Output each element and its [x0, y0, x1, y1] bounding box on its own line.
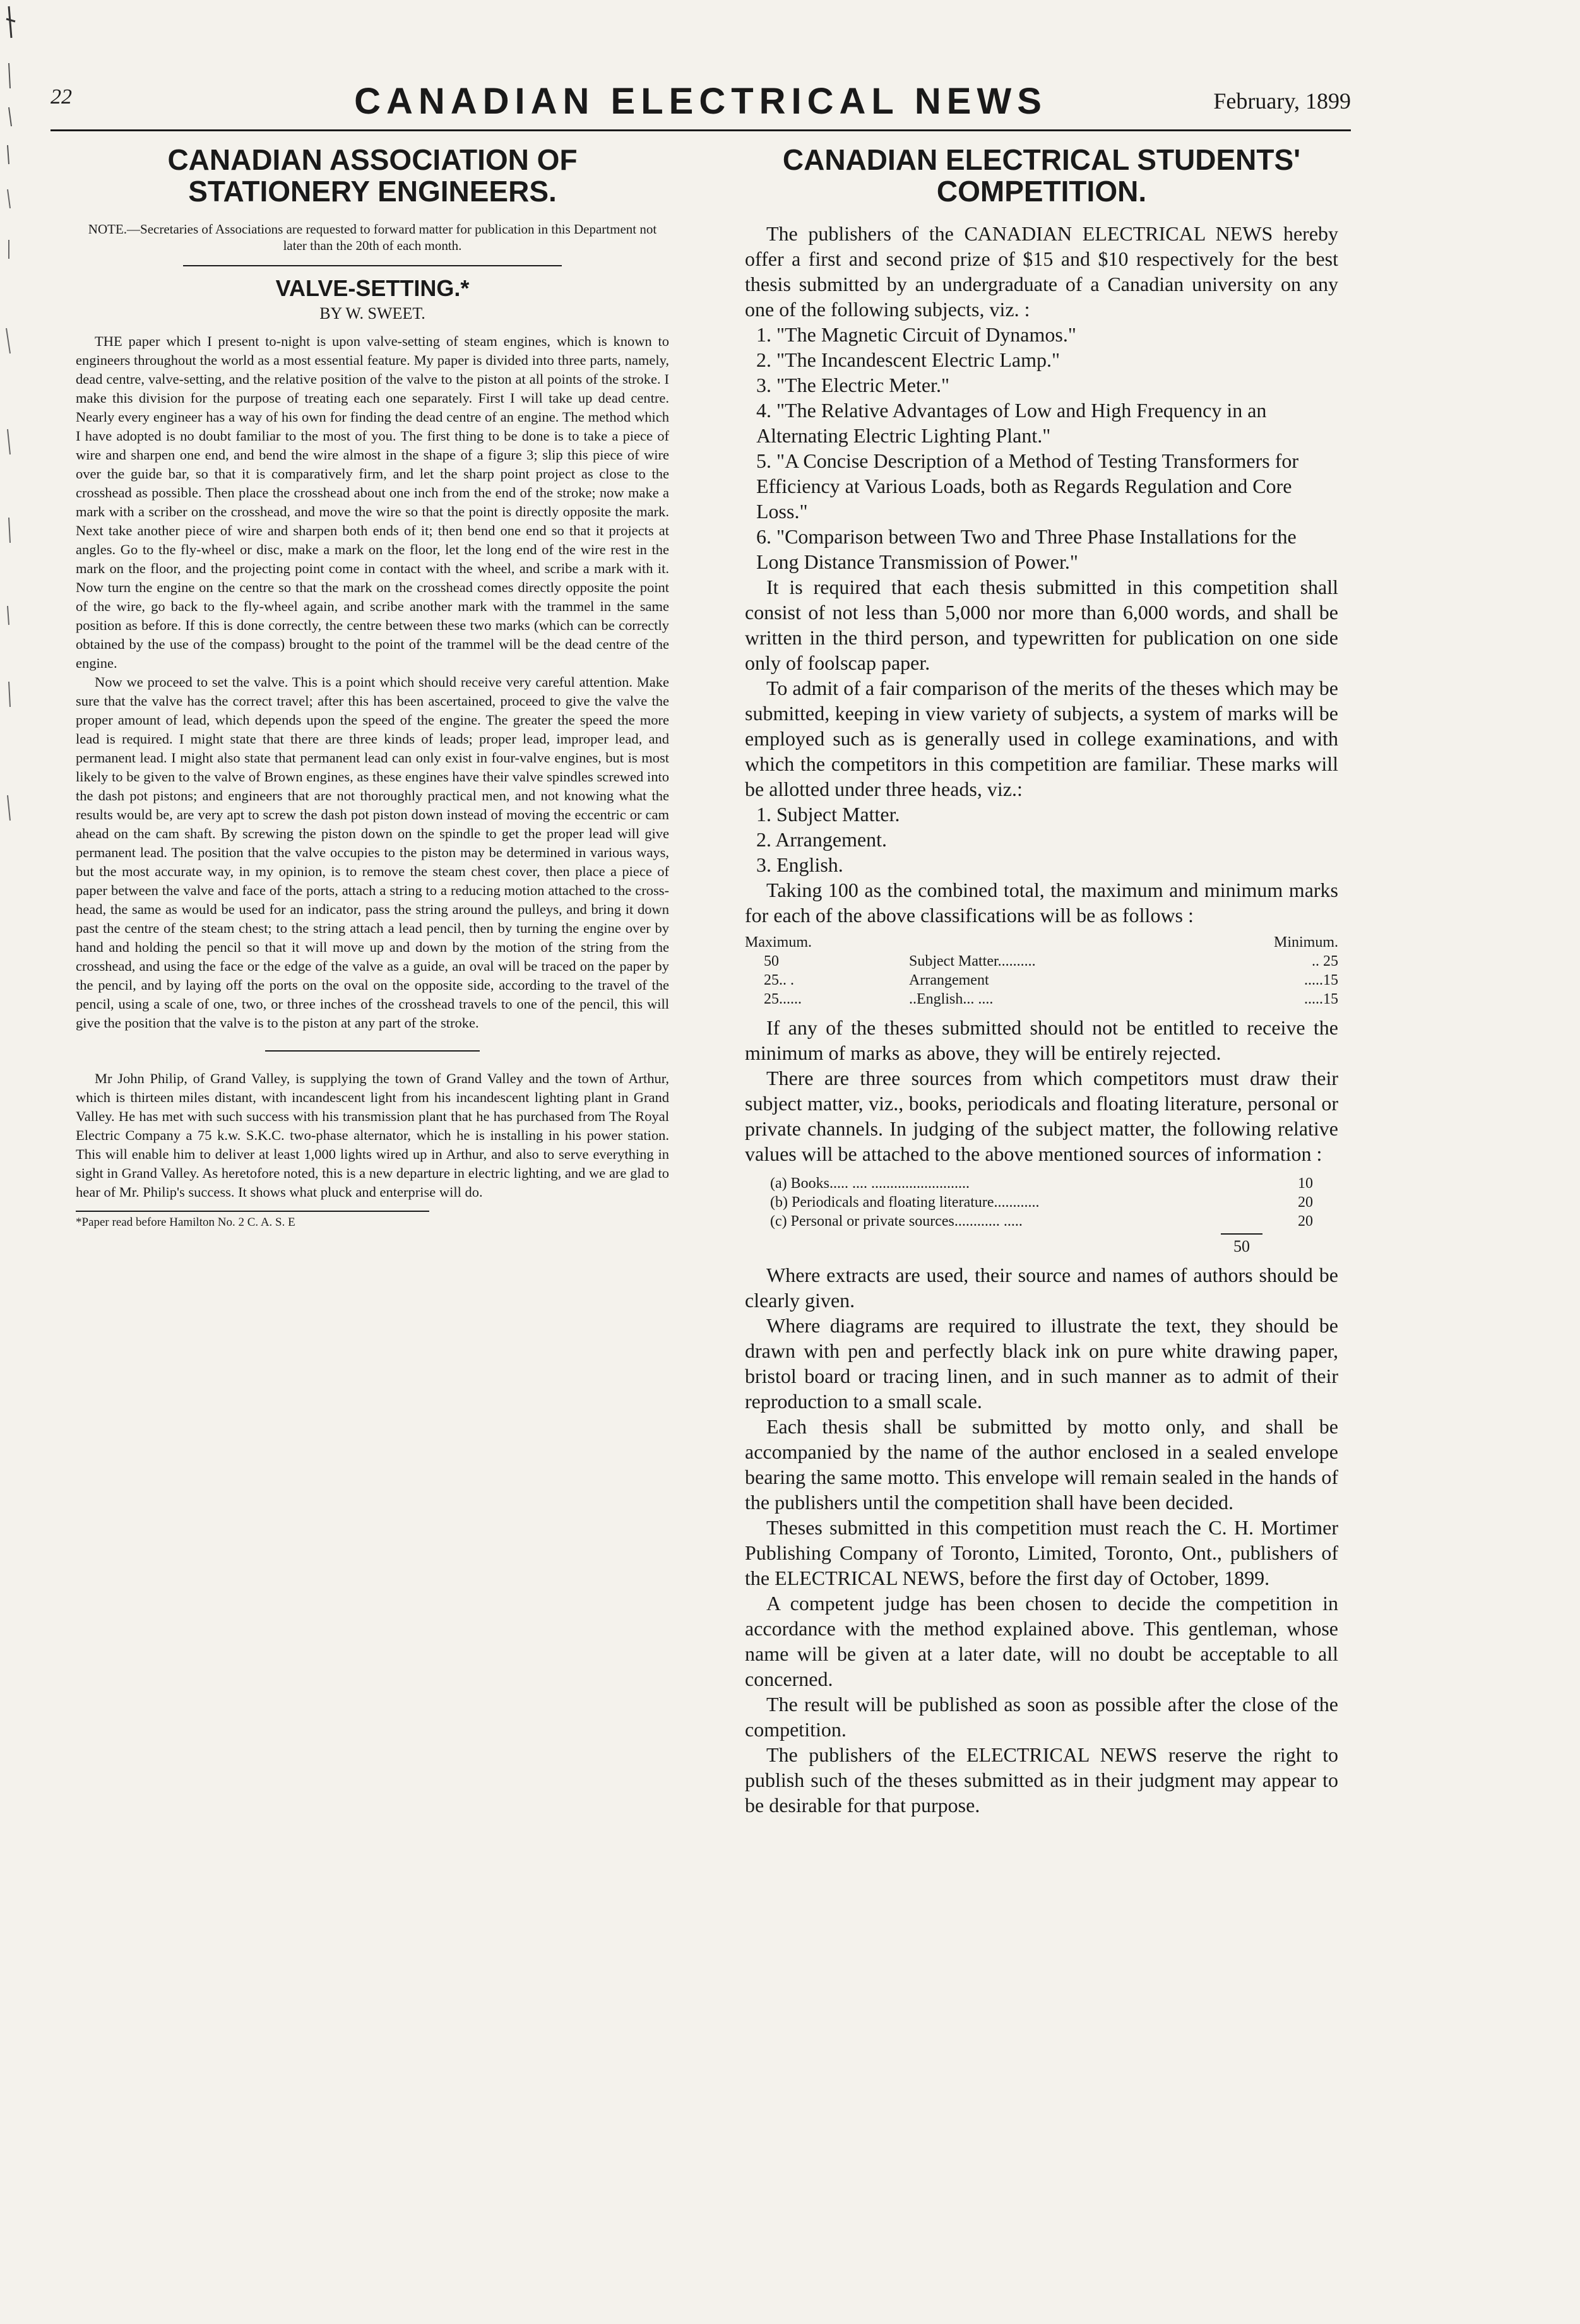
news-paragraph: Mr John Philip, of Grand Valley, is supplying the town of Grand Valley and the town of Arthur, which is thirteen miles distant, with incandescent light from his incandescent lighting plant in Grand Valley. He has met with such success with his transmission plant that he has purchased from The Royal Electric Company a 75 k.w. S.K.C. two-phase alternator, which he is installing in his power station. This will enable him to deliver at least 1,000 lights wired up in Arthur, and also to serve everything in sight in Grand Valley. As heretofore noted, this is a new departure in electric lighting, and we are glad to hear of Mr. Philip's success. It shows what pluck and enterprise will do.	[76, 1070, 669, 1200]
left-column	[76, 144, 669, 1230]
source-label: (b) Periodicals and floating literature............	[770, 1194, 1040, 1211]
footnote: *Paper read before Hamilton No. 2 C. A. S. E	[76, 1216, 295, 1229]
subject-item: 3. "The Electric Meter."	[756, 374, 949, 396]
source-label: (a) Books..... .... ..........................	[770, 1175, 970, 1192]
source-value: 20	[1298, 1213, 1313, 1230]
footnote-rule	[76, 1211, 429, 1212]
source-value: 10	[1298, 1175, 1313, 1192]
right-column	[745, 144, 1338, 1818]
result-paragraph: The result will be published as soon as possible after the close of the competition.	[745, 1693, 1338, 1741]
head-item: 2. Arrangement.	[756, 828, 888, 851]
judge-paragraph: A competent judge has been chosen to decide the competition in accordance with the method explained above. This gentleman, whose name will be given at a later date, will no doubt be acceptable to all concerned.	[745, 1592, 1338, 1690]
page-header	[50, 81, 1351, 124]
marks-table-row	[745, 971, 1338, 990]
sources-total-value: 50	[1221, 1233, 1262, 1255]
article-divider	[265, 1050, 480, 1052]
deadline-paragraph: Theses submitted in this competition must reach the C. H. Mortimer Publishing Company of Toronto, Limited, Toronto, Ont., publishers of the ELECTRICAL NEWS, before the first day of October, 1899.	[745, 1516, 1338, 1589]
subject-item: 1. "The Magnetic Circuit of Dynamos."	[756, 323, 1076, 346]
sources-row	[770, 1174, 1313, 1193]
max-value: 50	[764, 953, 779, 969]
source-label: (c) Personal or private sources............ .....	[770, 1213, 1023, 1230]
marks-table-row	[745, 952, 1338, 971]
subject-item: 5. "A Concise Description of a Method of Testing Transformers for Efficiency at Various Loads, both as Regards Regulation and Core Loss."	[756, 449, 1299, 523]
masthead-title: CANADIAN ELECTRICAL NEWS	[354, 81, 1047, 122]
section-note: NOTE.—Secretaries of Associations are requested to forward matter for publication in this Department not later than the 20th of each month.	[88, 222, 657, 253]
min-header: Minimum.	[1273, 934, 1338, 951]
source-value: 20	[1298, 1194, 1313, 1211]
rejected-paragraph: If any of the theses submitted should not be entitled to receive the minimum of marks as above, they will be entirely rejected.	[745, 1016, 1338, 1064]
min-value: .....15	[1304, 991, 1338, 1007]
sources-total	[745, 1237, 1338, 1256]
note-rule	[183, 265, 562, 266]
max-value: 25......	[764, 991, 802, 1007]
sources-row	[770, 1193, 1313, 1212]
article-paragraph: THE paper which I present to-night is upon valve-setting of steam engines, which is known to engineers throughout the world as a most essential feature. My paper is divided into three parts, namely, dead centre, valve-setting, and the relative position of the valve to the piston at all points of the stroke. I make this division for the purpose of treating each one separately. First I will take up dead centre. Nearly every engineer has a way of his own for finding the dead centre of an engine. The method which I have adopted is no doubt familiar to the most of you. The first thing to be done is to take a piece of wire and sharpen one end, and bend the wire almost in the shape of a figure 3; slip this piece of wire over the guide bar, so that it is comparatively firm, and let the sharp point project as close to the crosshead as possible. Then place the crosshead about one inch from the end of the stroke; now make a mark with a scriber on the crosshead, and move the wire so that the point is directly opposite the mark. Next take another piece of wire and sharpen both ends of it; then bend one end so that it projects at angles. Go to the fly-wheel or disc, make a mark on the floor, let the long end of the wire rest in the mark on the floor, and the projecting point come in contact with the wheel, and scribe a mark with it. Now turn the engine on the centre so that the mark on the crosshead comes directly opposite the point of the wire, go back to the fly-wheel again, and scribe another mark with the trammel in the same position as before. If this is done correctly, the centre between these two marks (which can be correctly obtained by the use of the compass) brought to the point of the trammel will be the dead centre of the engine.	[76, 333, 669, 671]
min-value: .....15	[1304, 972, 1338, 988]
marks-table	[745, 933, 1338, 1009]
heading-label: ..English... ....	[909, 991, 994, 1007]
max-value: 25.. .	[764, 972, 794, 988]
article-byline: BY W. SWEET.	[319, 304, 425, 323]
diagrams-paragraph: Where diagrams are required to illustrate the text, they should be drawn with pen and perfectly black ink on pure white drawing paper, bristol board or tracing linen, and in such manner as to admit of their reproduction to a small scale.	[745, 1314, 1338, 1413]
sources-row	[770, 1212, 1313, 1231]
margin-marks	[0, 0, 25, 884]
subject-item: 2. "The Incandescent Electric Lamp."	[756, 348, 1060, 371]
heading-label: Arrangement	[909, 972, 989, 988]
issue-date: February, 1899	[1213, 88, 1351, 114]
heads-list	[745, 802, 1338, 877]
left-section-heading: CANADIAN ASSOCIATION OF STATIONERY ENGINEERS.	[167, 143, 578, 208]
sources-paragraph: There are three sources from which competitors must draw their subject matter, viz., books, periodicals and floating literature, personal or private channels. In judging of the subject matter, the following relative values will be attached to the above mentioned sources of information :	[745, 1067, 1338, 1165]
sources-table	[745, 1174, 1338, 1231]
head-item: 1. Subject Matter.	[756, 803, 900, 826]
subject-item: 6. "Comparison between Two and Three Phase Installations for the Long Distance Transmission of Power."	[756, 525, 1297, 573]
right-section-heading: CANADIAN ELECTRICAL STUDENTS' COMPETITION.	[782, 143, 1301, 208]
article-body	[76, 332, 669, 1202]
taking-paragraph: Taking 100 as the combined total, the maximum and minimum marks for each of the above classifications will be as follows :	[745, 879, 1338, 927]
page-number: 22	[50, 85, 72, 109]
competition-intro: The publishers of the CANADIAN ELECTRICAL NEWS hereby offer a first and second prize of $15 and $10 respectively for the best thesis submitted by an undergraduate of a Canadian university on any one of the following subjects, viz. :	[745, 222, 1338, 321]
max-header: Maximum.	[745, 934, 812, 951]
marks-table-header	[745, 933, 1338, 952]
reserve-paragraph: The publishers of the ELECTRICAL NEWS reserve the right to publish such of the theses submitted as in their judgment may appear to be desirable for that purpose.	[745, 1743, 1338, 1817]
article-paragraph: Now we proceed to set the valve. This is a point which should receive very careful attention. Make sure that the valve has the correct travel; after this has been ascertained, proceed to give the valve the proper amount of lead, which depends upon the speed of the engine. The greater the speed the more lead is required. I might state that there are three kinds of leads; proper lead, improper lead, and permanent lead. I might also state that permanent lead can only exist in four-valve engines, but is most likely to be given to the valve of Brown engines, as these engines have their valve spindles screwed into the dash pot pistons; and engineers that are not thoroughly practical men, and not knowing what the results would be, are very apt to screw the dash pot piston down instead of moving the eccentric or cam ahead on the cam shaft. By screwing the piston down on the spindle to get the proper lead will give permanent lead. The position that the valve occupies to the piston may be determined in various ways, but the most accurate way, in my opinion, is to remove the steam chest cover, then place a piece of paper between the valve and face of the ports, attach a string to a reducing motion attached to the cross-head, the same as would be used for an indicator, pass the string around the pulleys, and bring it down past the centre of the steam chest; to the string attach a lead pencil, then by turning the engine over by hand and holding the pencil so that it will move up and down by the motion of the string from the crosshead, and using the face or the edge of the valve as a guide, an oval will be traced on the paper by the pencil, and by laying off the ports on the oval on the opposite side, according to the travel of the pencil, using a scale of one, two, or three inches of the crosshead travels to one of the pencil, this will give the position that the valve is to the piston at any part of the stroke.	[76, 674, 669, 1031]
requirements-paragraph: It is required that each thesis submitted in this competition shall consist of not less than 5,000 nor more than 6,000 words, and shall be written in the third person, and typewritten for publication on one side only of foolscap paper.	[745, 576, 1338, 674]
marks-paragraph: To admit of a fair comparison of the merits of the theses which may be submitted, keeping in view variety of subjects, a system of marks will be employed such as is generally used in college examinations, and with which the competitors in this competition are familiar. These marks will be allotted under three heads, viz.:	[745, 677, 1338, 800]
header-rule	[50, 129, 1351, 131]
subject-list	[745, 322, 1338, 574]
article-title: VALVE-SETTING.*	[275, 275, 470, 301]
extracts-paragraph: Where extracts are used, their source and names of authors should be clearly given.	[745, 1264, 1338, 1312]
min-value: .. 25	[1312, 953, 1338, 969]
motto-paragraph: Each thesis shall be submitted by motto only, and shall be accompanied by the name of the author enclosed in a sealed envelope bearing the same motto. This envelope will remain sealed in the hands of the publishers until the competition shall have been decided.	[745, 1415, 1338, 1514]
marks-table-row	[745, 990, 1338, 1009]
heading-label: Subject Matter..........	[909, 953, 1036, 969]
subject-item: 4. "The Relative Advantages of Low and High Frequency in an Alternating Electric Lighting Plant."	[756, 399, 1267, 447]
head-item: 3. English.	[756, 853, 843, 876]
